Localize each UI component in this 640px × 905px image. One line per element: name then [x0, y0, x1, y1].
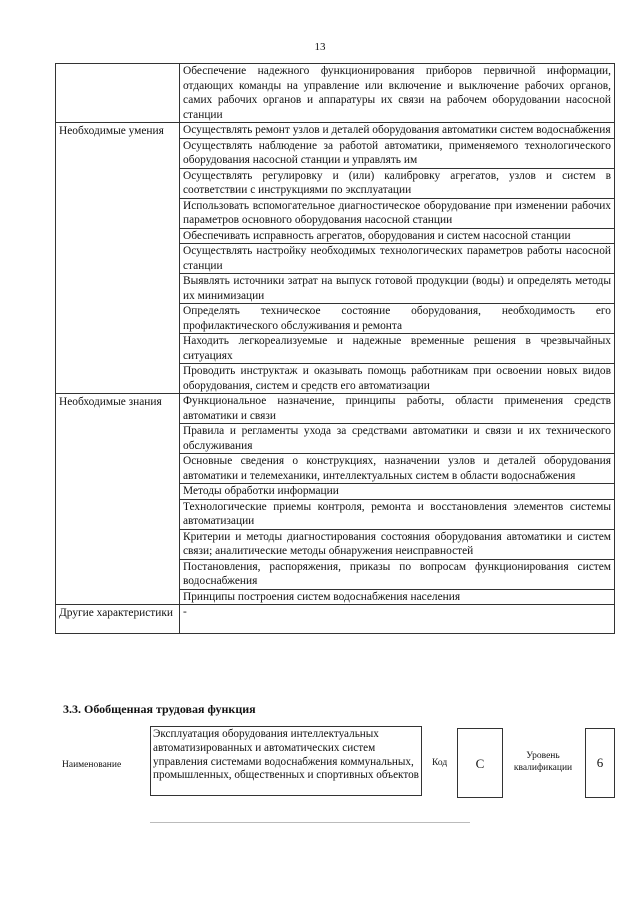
skill-item: Обеспечивать исправность агрегатов, оборудования и систем насосной станции: [180, 228, 615, 244]
other-value: -: [180, 605, 615, 634]
skill-item: Осуществлять ремонт узлов и деталей оборудования автоматики систем водоснабжения: [180, 123, 615, 139]
skill-item: Находить легкореализуемые и надежные временные решения в чрезвычайных ситуациях: [180, 334, 615, 364]
knowledge-label: Необходимые знания: [56, 394, 180, 605]
skill-item: Осуществлять регулировку и (или) калибровку агрегатов, узлов и систем в соответствии с инструкциями по эксплуатации: [180, 168, 615, 198]
knowledge-item: Методы обработки информации: [180, 484, 615, 500]
divider: [150, 822, 470, 823]
skill-item: Осуществлять наблюдение за работой автоматики, применяемого технологического оборудования насосной станции и управлять им: [180, 138, 615, 168]
knowledge-item: Основные сведения о конструкциях, назначении узлов и деталей оборудования автоматики и телемеханики, интеллектуальных систем в области водоснабжения: [180, 454, 615, 484]
code-value: C: [457, 728, 503, 798]
skill-item: Определять техническое состояние оборудования, необходимость его профилактического обслуживания и ремонта: [180, 304, 615, 334]
level-value: 6: [585, 728, 615, 798]
section-title: 3.3. Обобщенная трудовая функция: [63, 702, 256, 716]
knowledge-item: Правила и регламенты ухода за средствами автоматики и связи и их технического обслуживания: [180, 424, 615, 454]
level-label: Уровень квалификации: [513, 751, 573, 773]
knowledge-item: Постановления, распоряжения, приказы по вопросам функционирования систем водоснабжения: [180, 559, 615, 589]
other-label: Другие характеристики: [56, 605, 180, 634]
skills-label: Необходимые умения: [56, 123, 180, 394]
table-row: [56, 64, 615, 123]
code-label: Код: [432, 758, 448, 768]
labor-function-table: [55, 63, 615, 634]
name-value: Эксплуатация оборудования интеллектуальных автоматизированных и автоматических систем управления системами водоснабжения коммунальных, промышленных, общественных и спортивных объектов: [150, 726, 422, 796]
empty-label-cell: [56, 64, 180, 123]
knowledge-item: Принципы построения систем водоснабжения населения: [180, 589, 615, 605]
table-cell: Обеспечение надежного функционирования приборов первичной информации, отдающих команды на управление или включение и выключение рабочих органов, самих рабочих органов и аппаратуры их связи на рабочем оборудовании насосной станции: [180, 64, 615, 123]
skill-item: Выявлять источники затрат на выпуск готовой продукции (воды) и определять методы их минимизации: [180, 274, 615, 304]
name-label: Наименование: [62, 760, 122, 770]
table-row: [56, 605, 615, 634]
knowledge-item: Критерии и методы диагностирования состояния оборудования автоматики и систем связи; аналитические методы обнаружения неисправностей: [180, 529, 615, 559]
knowledge-item: Функциональное назначение, принципы работы, области применения средств автоматики и связи: [180, 394, 615, 424]
table-row: [56, 123, 615, 139]
skill-item: Использовать вспомогательное диагностическое оборудование при изменении рабочих параметров основного оборудования насосной станции: [180, 198, 615, 228]
skill-item: Проводить инструктаж и оказывать помощь работникам при освоении новых видов оборудования, систем и средств его автоматизации: [180, 364, 615, 394]
knowledge-item: Технологические приемы контроля, ремонта и восстановления элементов системы автоматизации: [180, 499, 615, 529]
table-row: [56, 394, 615, 424]
page-number: 13: [314, 41, 326, 53]
skill-item: Осуществлять настройку необходимых технологических параметров работы насосной станции: [180, 244, 615, 274]
